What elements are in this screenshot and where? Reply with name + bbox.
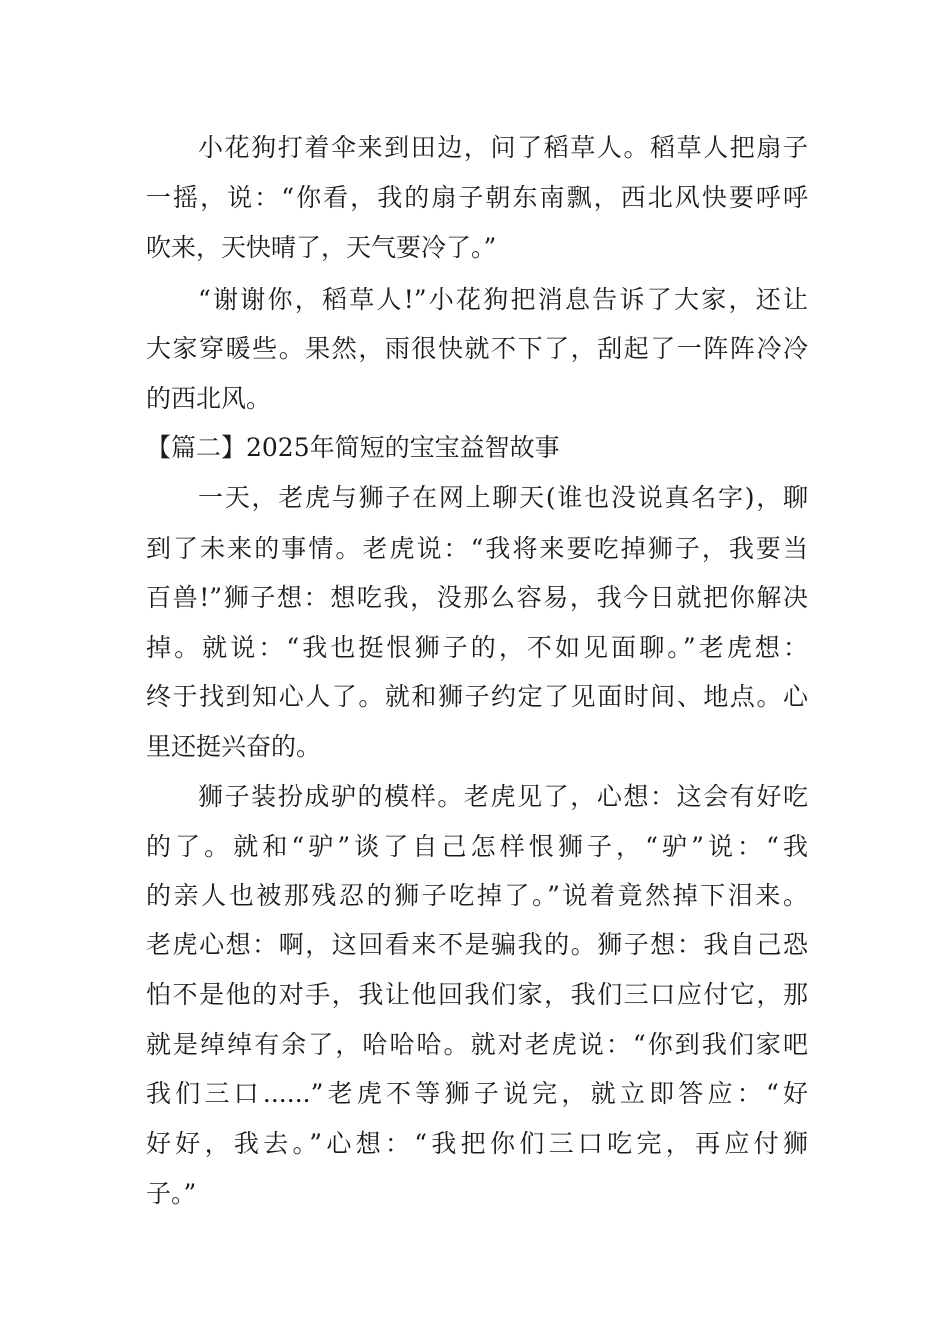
paragraph-3-line-3: 百兽!”狮子想：想吃我，没那么容易，我今日就把你解决: [146, 583, 808, 612]
paragraph-4-line-9: 子。”: [146, 1179, 197, 1208]
paragraph-4-line-7: 我们三口......”老虎不等狮子说完，就立即答应：“好: [146, 1079, 808, 1108]
paragraph-2-line-3: 的西北风。: [146, 384, 272, 413]
paragraph-4-line-1: 狮子装扮成驴的模样。老虎见了，心想：这会有好吃: [198, 782, 808, 811]
paragraph-4-line-2: 的了。就和“驴”谈了自己怎样恨狮子，“驴”说：“我: [146, 832, 808, 861]
paragraph-3-line-4: 掉。就说：“我也挺恨狮子的，不如见面聊。”老虎想：: [146, 633, 808, 662]
paragraph-1-line-2: 一摇，说：“你看，我的扇子朝东南飘，西北风快要呼呼: [146, 183, 808, 212]
paragraph-4-line-3: 的亲人也被那残忍的狮子吃掉了。”说着竟然掉下泪来。: [146, 881, 808, 910]
paragraph-2-line-2: 大家穿暖些。果然，雨很快就不下了，刮起了一阵阵冷冷: [146, 334, 808, 363]
paragraph-1-line-1: 小花狗打着伞来到田边，问了稻草人。稻草人把扇子: [198, 133, 808, 162]
paragraph-3-line-1: 一天，老虎与狮子在网上聊天(谁也没说真名字)，聊: [198, 483, 808, 512]
paragraph-3-line-5: 终于找到知心人了。就和狮子约定了见面时间、地点。心: [146, 682, 808, 711]
paragraph-4-line-5: 怕不是他的对手，我让他回我们家，我们三口应付它，那: [146, 980, 808, 1009]
paragraph-4-line-8: 好好，我去。”心想：“我把你们三口吃完，再应付狮: [146, 1129, 808, 1158]
paragraph-2-line-1: “谢谢你，稻草人!”小花狗把消息告诉了大家，还让: [198, 285, 808, 314]
paragraph-1-line-3: 吹来，天快晴了，天气要冷了。”: [146, 233, 497, 262]
section-heading: 【篇二】2025年简短的宝宝益智故事: [146, 433, 560, 462]
paragraph-4-line-4: 老虎心想：啊，这回看来不是骗我的。狮子想：我自己恐: [146, 930, 808, 959]
paragraph-3-line-2: 到了未来的事情。老虎说：“我将来要吃掉狮子，我要当: [146, 534, 808, 563]
paragraph-4-line-6: 就是绰绰有余了，哈哈哈。就对老虎说：“你到我们家吧: [146, 1030, 808, 1059]
paragraph-3-line-6: 里还挺兴奋的。: [146, 732, 322, 761]
